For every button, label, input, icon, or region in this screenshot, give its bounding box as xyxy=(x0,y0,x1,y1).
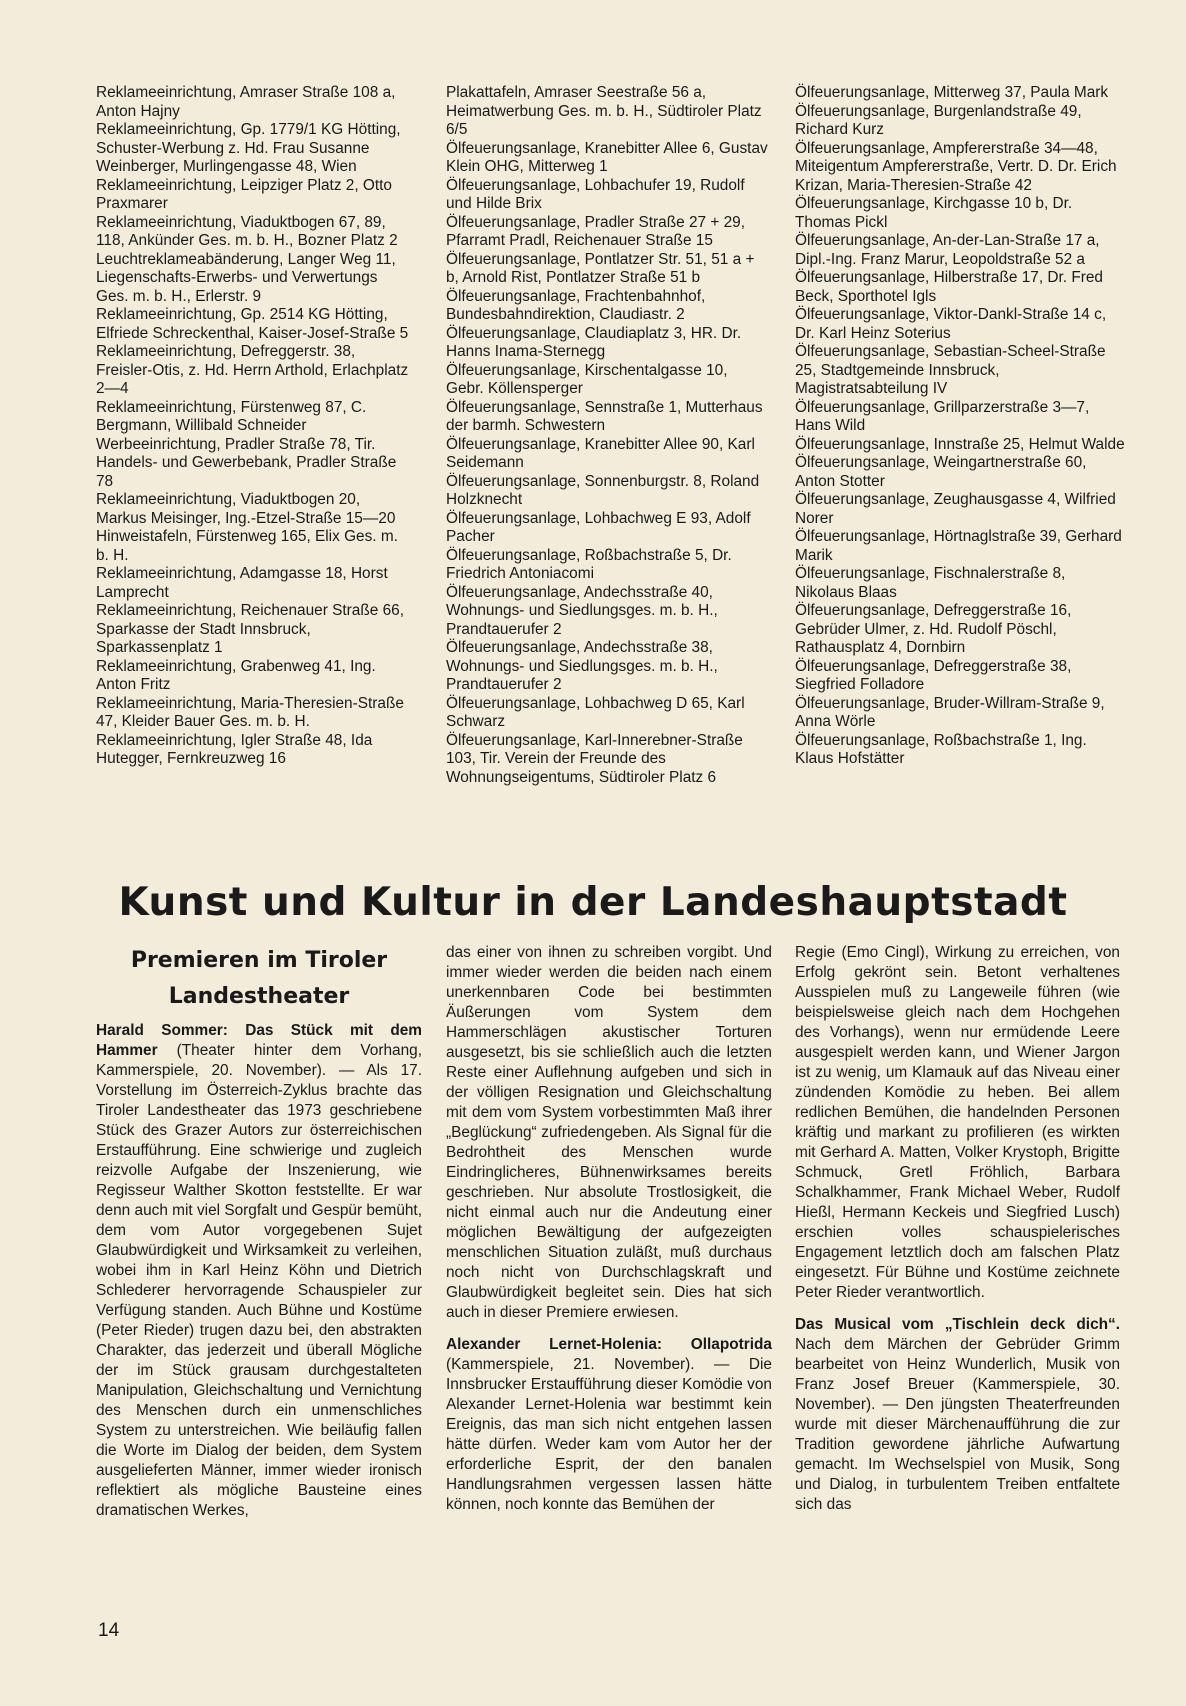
list-item: Ölfeuerungsanlage, Andechsstraße 38, Wohnungs- und Siedlungsges. m. b. H., Prandtauerufer 2 xyxy=(446,639,718,693)
list-item: Ölfeuerungsanlage, Ampfererstraße 34—48, Miteigentum Ampfererstraße, Vertr. D. Dr. Erich Krizan, Maria-Theresien-Straße 42 xyxy=(795,139,1117,194)
list-item: Ölfeuerungsanlage, Fischnalerstraße 8, Nikolaus Blaas xyxy=(795,565,1066,601)
list-item: Ölfeuerungsanlage, Lohbachweg D 65, Karl Schwarz xyxy=(446,694,745,730)
list-item: Ölfeuerungsanlage, Lohbachweg E 93, Adolf Pacher xyxy=(446,509,751,545)
list-item: Ölfeuerungsanlage, Grillparzerstraße 3—7, Hans Wild xyxy=(795,398,1090,434)
list-item: Ölfeuerungsanlage, Kranebitter Allee 6, Gustav Klein OHG, Mitterweg 1 xyxy=(446,139,768,175)
list-item: Reklameeinrichtung, Igler Straße 48, Ida Hutegger, Fernkreuzweg 16 xyxy=(96,731,373,767)
list-item: Reklameeinrichtung, Viaduktbogen 20, Markus Meisinger, Ing.-Etzel-Straße 15—20 xyxy=(96,491,396,527)
review-lernet-holenia-continued: Regie (Emo Cingl), Wirkung zu erreichen, von Erfolg gekrönt sein. Betont verhaltenes Ausspielen muß zu Langeweile führen (wie beispielsweise gleich nach dem Hochgehen des Vorhangs), wenn nur ermüdende Leere ausgespielt werden kann, und Wiener Jargon ist zu wenig, um Klamauk auf das Niveau einer zündenden Komödie zu heben. Bei allem redlichen Bemühen, die handelnden Personen kräftig und markant zu profilieren (es wirkten mit Gerhard A. Matten, Volker Krystoph, Brigitte Schmuck, Gretl Fröhlich, Barbara Schalkhammer, Frank Michael Weber, Rudolf Hießl, Hermann Keckeis und Siegfried Lusch) erschien volles schauspielerisches Engagement letztlich doch am falschen Platz eingesetzt. Für Bühne und Kostüme zeichnete Peter Rieder verantwortlich. xyxy=(795,944,1120,1301)
list-item: Ölfeuerungsanlage, Mitterweg 37, Paula Mark xyxy=(795,84,1109,101)
review-text: (Theater hinter dem Vorhang, Kammerspiele, 20. November). — Als 17. Vorstellung im Österreich-Zyklus brachte das Tiroler Landestheater das 1973 geschriebene Stück des Grazer Autors zur österreichischen Erstaufführung. Eine schwierige und zugleich reizvolle Aufgabe der Inszenierung, wie Regisseur Walther Skotton feststellte. Er war denn auch mit viel Sorgfalt und Gespür bemüht, dem vom Autor vorgegebenen Sujet Glaubwürdigkeit und Wirksamkeit zu verleihen, wobei ihm in Karl Heinz Köhn und Dietrich Schlederer hervorragende Schauspieler zur Verfügung standen. Auch Bühne und Kostüme (Peter Rieder) trugen dazu bei, den abstrakten Charakter, das jederzeit und überall Mögliche der im Stück grausam durchgestalteten Manipulation, Gleichschaltung und Vernichtung des Menschen durch ein unmenschliches System zu unterstreichen. Wie beiläufig fallen die Worte im Dialog der beiden, dem System ausgelieferten Männer, immer wieder ironisch reflektiert als mögliche Bausteine eines dramatischen Werkes, xyxy=(96,1042,422,1519)
list-item: Plakattafeln, Amraser Seestraße 56 a, Heimatwerbung Ges. m. b. H., Südtiroler Platz 6/5 xyxy=(446,84,762,138)
subtitle-line-1: Premieren im Tiroler xyxy=(130,948,388,973)
list-item: Reklameeinrichtung, Viaduktbogen 67, 89, 118, Ankünder Ges. m. b. H., Bozner Platz 2 xyxy=(96,213,398,249)
list-item: Ölfeuerungsanlage, Roßbachstraße 1, Ing. Klaus Hofstätter xyxy=(795,731,1087,767)
review-lernet-holenia xyxy=(446,1335,772,1515)
list-item: Ölfeuerungsanlage, Kranebitter Allee 90, Karl Seidemann xyxy=(446,435,755,471)
list-item: Ölfeuerungsanlage, Sennstraße 1, Mutterhaus der barmh. Schwestern xyxy=(446,398,763,434)
list-item: Ölfeuerungsanlage, Kirchgasse 10 b, Dr. Thomas Pickl xyxy=(795,195,1073,231)
list-item: Ölfeuerungsanlage, Hörtnaglstraße 39, Gerhard Marik xyxy=(795,528,1122,564)
review-sommer-continued: das einer von ihnen zu schreiben vorgibt. Und immer wieder werden die beiden nach einem unerkennbaren Code bei bestimmten Äußerungen vom System dem Hammerschlägen akustischer Torturen ausgesetzt, bis sie schließlich auch die letzten Reste einer Auflehnung aufgeben und sich in der völligen Resignation und Gleichschaltung mit dem vom System vorbestimmten Maß ihrer „Beglückung“ zufriedengeben. Als Signal für die Bedrohtheit des Menschen wurde Eindringlicheres, Bühnenwirksames bereits geschrieben. Nur absolute Trostlosigkeit, die nicht einmal auch nur die Andeutung einer möglichen Bewältigung der aufgezeigten menschlichen Situation zuläßt, muß durchaus noch nicht von Durchschlagskraft und Glaubwürdigkeit begleitet sein. Dies hat sich auch in dieser Premiere erwiesen. xyxy=(446,944,772,1321)
list-item: Ölfeuerungsanlage, Weingartnerstraße 60, Anton Stotter xyxy=(795,454,1087,490)
review-lead: Das Musical vom „Tischlein deck dich“. xyxy=(795,1316,1120,1333)
list-item: Ölfeuerungsanlage, Pontlatzer Str. 51, 51 a + b, Arnold Rist, Pontlatzer Straße 51 b xyxy=(446,250,755,286)
list-item: Ölfeuerungsanlage, Kirschentalgasse 10, Gebr. Köllensperger xyxy=(446,361,728,397)
list-item: Ölfeuerungsanlage, Claudiaplatz 3, HR. Dr. Hanns Inama-Sternegg xyxy=(446,324,742,360)
subtitle-line-2: Landestheater xyxy=(168,984,350,1009)
article-column-2 xyxy=(446,943,772,1515)
article-column-3 xyxy=(795,943,1120,1515)
list-item: Ölfeuerungsanlage, Viktor-Dankl-Straße 14 c, Dr. Karl Heinz Soterius xyxy=(795,306,1107,342)
list-item: Ölfeuerungsanlage, Zeughausgasse 4, Wilfried Norer xyxy=(795,491,1116,527)
list-item: Reklameeinrichtung, Amraser Straße 108 a, Anton Hajny xyxy=(96,84,396,120)
review-tischlein xyxy=(795,1315,1120,1515)
review-text: Nach dem Märchen der Gebrüder Grimm bearbeitet von Heinz Wunderlich, Musik von Franz Josef Breuer (Kammerspiele, 30. November). — Den jüngsten Theaterfreunden wurde mit dieser Märchenaufführung die zur Tradition gewordene jährliche Aufwartung gemacht. Im Wechselspiel von Musik, Song und Dialog, in turbulentem Treiben entfaltete sich das xyxy=(795,1336,1120,1513)
list-item: Reklameeinrichtung, Fürstenweg 87, C. Bergmann, Willibald Schneider xyxy=(96,398,367,434)
list-item: Ölfeuerungsanlage, Innstraße 25, Helmut Walde xyxy=(795,435,1125,453)
list-item: Werbeeinrichtung, Pradler Straße 78, Tir. Handels- und Gewerbebank, Pradler Straße 78 xyxy=(96,435,397,490)
list-item: Ölfeuerungsanlage, Sonnenburgstr. 8, Roland Holzknecht xyxy=(446,472,760,508)
article-title: Kunst und Kultur in der Landeshauptstadt xyxy=(118,880,1068,925)
article-subtitle xyxy=(96,943,422,1015)
list-item: Ölfeuerungsanlage, Hilberstraße 17, Dr. Fred Beck, Sporthotel Igls xyxy=(795,269,1103,305)
list-item: Ölfeuerungsanlage, Andechsstraße 40, Wohnungs- und Siedlungsges. m. b. H., Prandtauerufer 2 xyxy=(446,583,718,638)
list-item: Ölfeuerungsanlage, Lohbachufer 19, Rudolf und Hilde Brix xyxy=(446,176,745,212)
review-text: (Kammerspiele, 21. November). — Die Innsbrucker Erstaufführung dieser Komödie von Alexander Lernet-Holenia war bestimmt kein Ereignis, das man sich nicht entgehen lassen hätte dürfen. Weder kam vom Autor her der erforderliche Esprit, der den banalen Handlungsrahmen vergessen lassen hätte können, noch konnte das Bemühen der xyxy=(446,1356,772,1513)
listing-column-3 xyxy=(795,84,1125,769)
article-column-1 xyxy=(96,943,422,1521)
list-item: Reklameeinrichtung, Adamgasse 18, Horst Lamprecht xyxy=(96,565,388,601)
list-item: Ölfeuerungsanlage, Defreggerstraße 16, Gebrüder Ulmer, z. Hd. Rudolf Pöschl, Rathausplatz 4, Dornbirn xyxy=(795,602,1072,656)
page-number: 14 xyxy=(98,1620,120,1641)
list-item: Reklameeinrichtung, Grabenweg 41, Ing. Anton Fritz xyxy=(96,657,376,693)
list-item: Leuchtreklameabänderung, Langer Weg 11, Liegenschafts-Erwerbs- und Verwertungs Ges. m. b. H., Erlerstr. 9 xyxy=(96,250,396,305)
list-item: Ölfeuerungsanlage, Bruder-Willram-Straße 9, Anna Wörle xyxy=(795,694,1105,730)
list-item: Ölfeuerungsanlage, Defreggerstraße 38, Siegfried Folladore xyxy=(795,657,1072,693)
listing-column-1 xyxy=(96,84,414,769)
review-lead: Harald Sommer: Das Stück mit dem Hammer xyxy=(96,1022,422,1059)
list-item: Ölfeuerungsanlage, Sebastian-Scheel-Straße 25, Stadtgemeinde Innsbruck, Magistratsabteilung IV xyxy=(795,343,1106,397)
list-item: Ölfeuerungsanlage, Roßbachstraße 5, Dr. Friedrich Antoniacomi xyxy=(446,546,732,582)
list-item: Reklameeinrichtung, Gp. 1779/1 KG Hötting, Schuster-Werbung z. Hd. Frau Susanne Weinberger, Murlingengasse 48, Wien xyxy=(96,121,401,175)
list-item: Ölfeuerungsanlage, Karl-Innerebner-Straße 103, Tir. Verein der Freunde des Wohnungseigentums, Südtiroler Platz 6 xyxy=(446,731,743,786)
list-item: Reklameeinrichtung, Defreggerstr. 38, Freisler-Otis, z. Hd. Herrn Arthold, Erlachplatz 2—4 xyxy=(96,343,409,397)
list-item: Reklameeinrichtung, Reichenauer Straße 66, Sparkasse der Stadt Innsbruck, Sparkassenplatz 1 xyxy=(96,602,404,656)
list-item: Hinweistafeln, Fürstenweg 165, Elix Ges. m. b. H. xyxy=(96,528,398,564)
list-item: Reklameeinrichtung, Maria-Theresien-Straße 47, Kleider Bauer Ges. m. b. H. xyxy=(96,694,404,730)
list-item: Ölfeuerungsanlage, Burgenlandstraße 49, Richard Kurz xyxy=(795,102,1082,138)
list-item: Reklameeinrichtung, Leipziger Platz 2, Otto Praxmarer xyxy=(96,176,392,212)
list-item: Ölfeuerungsanlage, An-der-Lan-Straße 17 a, Dipl.-Ing. Franz Marur, Leopoldstraße 52 a xyxy=(795,232,1100,268)
review-lead: Alexander Lernet-Holenia: Ollapotrida xyxy=(446,1336,772,1353)
listing-column-2 xyxy=(446,84,768,787)
list-item: Ölfeuerungsanlage, Pradler Straße 27 + 29, Pfarramt Pradl, Reichenauer Straße 15 xyxy=(446,213,746,249)
list-item: Ölfeuerungsanlage, Frachtenbahnhof, Bundesbahndirektion, Claudiastr. 2 xyxy=(446,287,706,323)
list-item: Reklameeinrichtung, Gp. 2514 KG Hötting, Elfriede Schreckenthal, Kaiser-Josef-Straße 5 xyxy=(96,306,409,342)
review-sommer xyxy=(96,1021,422,1521)
